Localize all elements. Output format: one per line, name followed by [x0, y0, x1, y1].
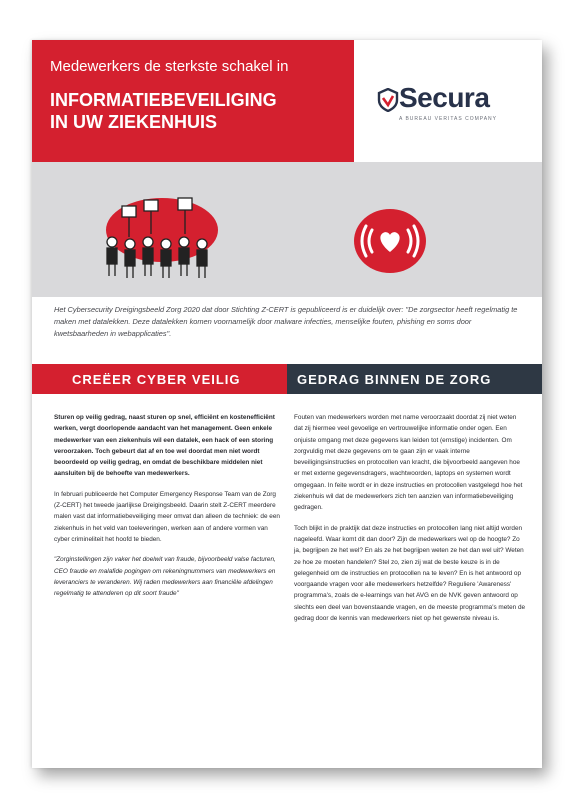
left-column	[54, 412, 280, 608]
document-page	[32, 40, 542, 768]
section-bar-left-label: CREËER CYBER VEILIG	[72, 372, 241, 387]
header-title-line1: INFORMATIEBEVEILIGING	[50, 90, 277, 110]
secura-logo	[377, 82, 527, 132]
logo-wordmark: Secura	[399, 82, 490, 113]
header-subtitle: Medewerkers de sterkste schakel in	[50, 58, 289, 75]
header-banner	[32, 40, 354, 162]
right-column	[294, 412, 526, 633]
section-bar-right-label: GEDRAG BINNEN DE ZORG	[297, 372, 492, 387]
right-paragraph-2: Toch blijkt in de praktijk dat deze instructies en protocollen lang niet altijd worden nageleefd. Waar komt dit dan door? Zijn de medewerkers wel op de hoogte? Zo ja, begrijpen ze het wel? En als ze het begrijpen weten ze het dan wel uit? Weten ze hoe ze moeten handelen? Stel zo, zien zij wat de beste keuze is in de gelegenheid om de instructies en protocollen na te leven? En is het antwoord op voorgaande vragen voor alle medewerkers hetzelfde? Reguliere 'Awareness' programma's, zoals de e-learnings van het AVG en de NVK geven antwoord op slechts een deel van bovenstaande vragen, en de meeste programma's meten de gedrag door de kennis van medewerkers niet op het gewenste niveau is.	[294, 524, 526, 623]
header-title-line2: IN UW ZIEKENHUIS	[50, 112, 218, 132]
section-bar-left	[32, 364, 287, 394]
left-paragraph-1: Sturen op veilig gedrag, naast sturen op snel, efficiënt en kostenefficiënt werken, vergt doorlopende aandacht van het management. Geen enkele medewerker van een ziekenhuis wil een datalek, een hack of een storing veroorzaken. Toch gebeurt dat af en toe wel doordat men niet wordt beoordeeld op veilig gedrag, en omdat de beschikbare middelen niet aansluiten bij de behoefte van medewerkers.	[54, 414, 275, 478]
secura-mark-icon	[377, 88, 399, 112]
section-bar-right	[287, 364, 542, 394]
intro-text: Het Cybersecurity Dreigingsbeeld Zorg 2020 dat door Stichting Z-CERT is gepubliceerd is er duidelijk over: "De zorgsector heeft regelmatig te maken met datalekken. Deze datalekken komen voornamelijk door malware infecties, menselijke fouten, phishing en soms door kwetsbaarheden in webapplicaties".	[54, 305, 518, 338]
people-protest-illustration	[82, 192, 242, 282]
right-paragraph-1: Fouten van medewerkers worden met name veroorzaakt doordat zij niet weten dat zij hiermee veel gevoelige en vertrouwelijke informatie onder ogen. Een onjuiste omgang met deze gegevens kan leiden tot (ernstige) incidenten. Om zorgvuldig met deze gegevens om te gaan zijn er vaak interne beveiligingsinstructies en protocollen van kracht, die bijvoorbeeld aangeven hoe er met externe gegevensdragers, wachtwoorden, laptops en systemen wordt omgegaan. In feite wordt er in deze instructies en protocollen vastgelegd hoe het ziekenhuis wil dat de medewerkers zich ten aanzien van informatiebeveiliging gedragen.	[294, 414, 523, 512]
illustration-band	[32, 162, 542, 297]
header-title	[50, 89, 350, 133]
logo-tagline: A BUREAU VERITAS COMPANY	[399, 116, 497, 122]
left-quote: "Zorginstellingen zijn vaker het doelwit van fraude, bijvoorbeeld valse facturen, CEO fraude en malafide pogingen om rekeningnummers van medewerkers en leveranciers te veranderen. Wij raden medewerkers aan financiële afdelingen regelmatig te attenderen op dit soort fraude"	[54, 556, 276, 598]
heart-signal-icon	[352, 206, 428, 276]
left-paragraph-2: In februari publiceerde het Computer Emergency Response Team van de Zorg (Z-CERT) het tweede jaarlijkse Dreigingsbeeld. Daarin stelt Z-CERT meerdere malen vast dat informatiebeveiliging meer omvat dan alleen de techniek: de een ziekenhuis in het veld van toeleveringen, werken aan of andere vormen van cyber crimineliteit het hoofd te bieden.	[54, 490, 280, 543]
